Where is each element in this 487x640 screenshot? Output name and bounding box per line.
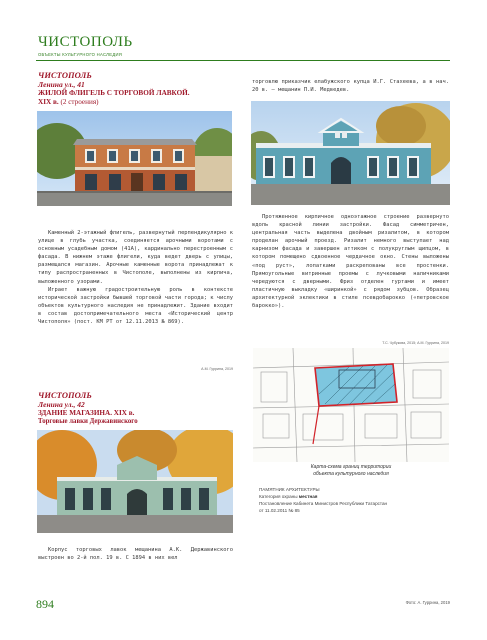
section1-title-text: ЖИЛОЙ ФЛИГЕЛЬ С ТОРГОВОЙ ЛАВКОЙ. bbox=[38, 89, 190, 97]
section2-heading bbox=[38, 390, 233, 425]
page-header-title: ЧИСТОПОЛЬ bbox=[38, 34, 133, 50]
section2-subtitle: Торговые лавки Державинского bbox=[38, 418, 138, 425]
section2-city: ЧИСТОПОЛЬ bbox=[38, 390, 92, 400]
section1-street: Ленина ул., 41 bbox=[38, 80, 85, 89]
photo-wing-building bbox=[37, 111, 232, 206]
section1-city: ЧИСТОПОЛЬ bbox=[38, 70, 92, 80]
section1-title bbox=[38, 89, 233, 107]
section1-body bbox=[38, 229, 233, 326]
map-caption-line2: объекта культурного наследия bbox=[313, 471, 389, 477]
photo-store-building bbox=[37, 430, 233, 533]
monument-type: ПАМЯТНИК АРХИТЕКТУРЫ bbox=[259, 487, 320, 492]
map-caption bbox=[253, 464, 449, 478]
territory-map bbox=[253, 348, 449, 462]
right-top-body bbox=[252, 213, 449, 310]
section1-period: XIX в. bbox=[38, 98, 59, 106]
page-header-subtitle: ОБЪЕКТЫ КУЛЬТУРНОГО НАСЛЕДИЯ bbox=[38, 52, 123, 57]
section2-paragraph: Корпус торговых лавок мещанина А.К. Державинского выстроен во 2-й пол. 19 в. С 1894 в них вел bbox=[38, 547, 233, 562]
map-caption-line1: Карта-схема границ территории bbox=[310, 464, 392, 470]
section1-period-note: (2 строения) bbox=[60, 98, 99, 106]
monument-category-label: Категория охраны bbox=[259, 494, 298, 499]
section2-title: ЗДАНИЕ МАГАЗИНА. XIX в. bbox=[38, 409, 135, 417]
right-top-paragraph: Протяженное кирпичное одноэтажное строение развернуто вдоль красной линии застройки. Фасад симметричен, центральная часть выделена двойным ризалитом, в котором проделан арочный проезд. Ризалит немного выступает над карнизом фасада и завершен аттиком с полукруглым щипцом, в котором помещено сдвоенное чердачное окно. Стены выложены «под руст», лопатками раскрепованы все простенки. Прямоугольные витринные проемы с лучковыми наличниками чередуются с дверными. Фриз отделен гуртами и имеет пластичную выкладку «ширинкой» с рядом зубцов. Образец архитектурной эклектики в стиле псевдобарокко («петровское барокко»). bbox=[252, 214, 449, 310]
monument-category bbox=[259, 493, 449, 500]
page-number: 894 bbox=[36, 597, 54, 611]
header-divider bbox=[36, 60, 450, 61]
monument-decree: Постановление Кабинета Министров Республики Татарстан bbox=[259, 501, 388, 506]
monument-decree-date: от 11.02.2011 № 85 bbox=[259, 508, 300, 513]
section1-heading bbox=[38, 70, 233, 107]
section2-body bbox=[38, 546, 233, 562]
section2-street: Ленина ул., 42 bbox=[38, 400, 85, 409]
photo-shop-building bbox=[251, 101, 450, 205]
section1-paragraph-1: Каменный 2-этажный флигель, развернутый перпендикулярно к улице в глубь участка, соединяется арочными воротами с основным усадебным домом (41А), кардинально перестроенным с фасада. В нижнем этаже флигели, куда ведет дверь с улицы, размещался магазин. Арочные каменные ворота принадлежат к типу распространенных в Чистополе, выполнены из кирпича, выложенного узорами. bbox=[38, 230, 233, 285]
footer-photo-credit: Фото: А. Гуррина, 2019 bbox=[405, 600, 450, 605]
right-top-lead bbox=[252, 78, 449, 94]
right-top-lead-text: торговлю приказчик елабужского купца И.Г. Стахеева, а в нач. 20 в. — мещанин П.И. Медведев. bbox=[252, 79, 449, 94]
section1-photo-credit: А.М. Гуррина, 2019 bbox=[201, 367, 233, 371]
section1-paragraph-2: Играет важную градостроительную роль в контексте исторической застройки бывшей торговой части города; к числу объектов культурного наследия не принадлежит. Здание входит в состав достопримечательного места «Исторический центр Чистополя» (пост. КМ РТ от 12.11.2013 № 869). bbox=[38, 286, 233, 326]
monument-info bbox=[259, 486, 449, 514]
right-photo-credit: Т.С. Чубукова, 2015; А.М. Гуррина, 2019 bbox=[382, 341, 449, 345]
monument-category-value: местная bbox=[298, 494, 318, 499]
